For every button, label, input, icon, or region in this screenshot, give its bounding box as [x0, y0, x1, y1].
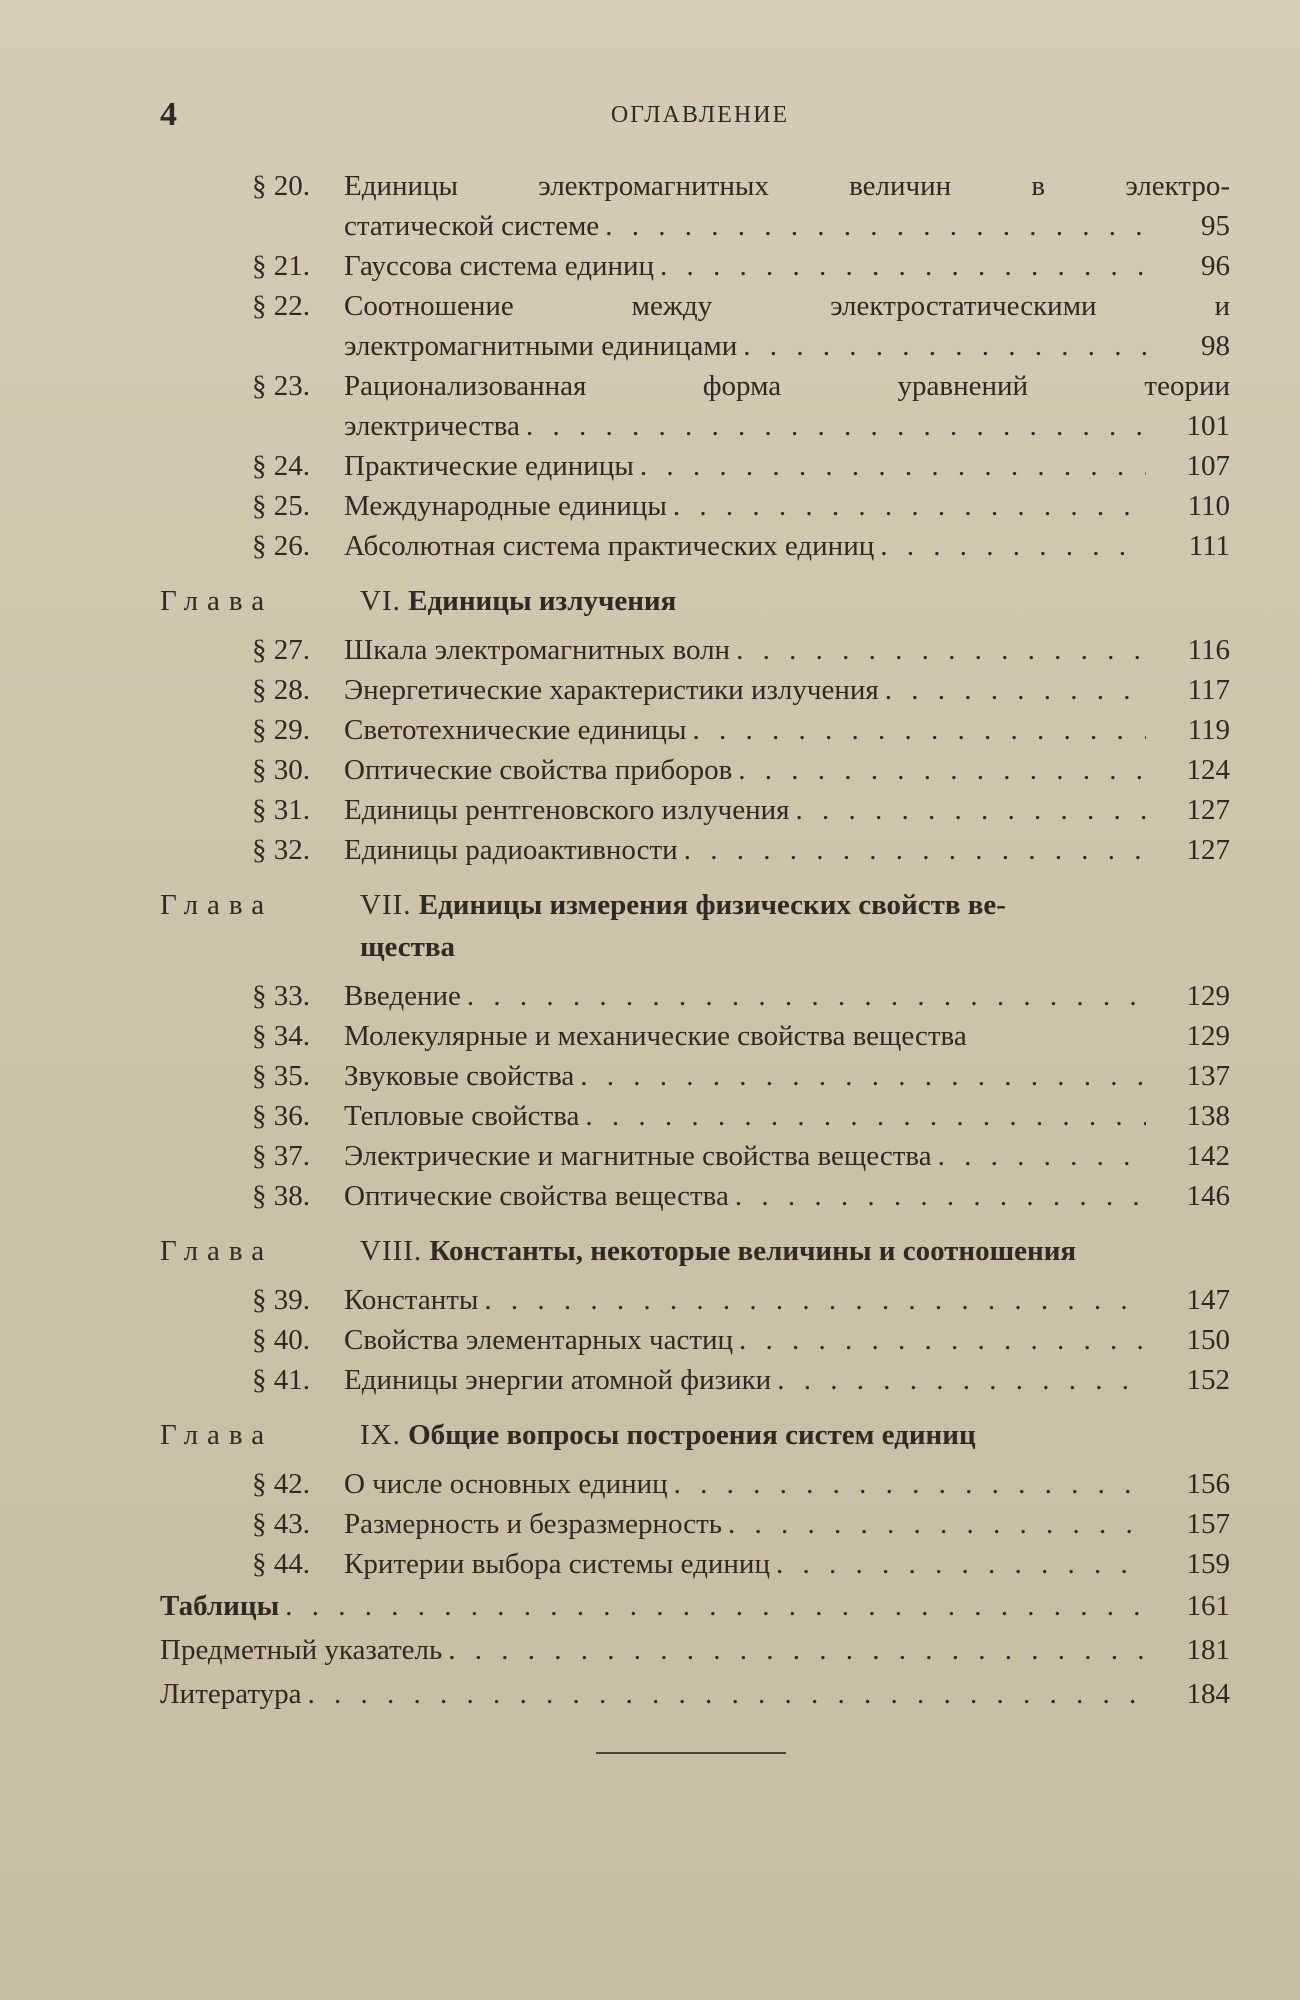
- running-title: ОГЛАВЛЕНИЕ: [610, 102, 790, 128]
- section-title-last-line: [344, 830, 1230, 870]
- section-title: [344, 1320, 1230, 1360]
- section-title-text: Константы: [344, 1284, 479, 1316]
- section-title-text: Оптические свойства вещества: [344, 1180, 729, 1212]
- section-number: § 29.: [252, 714, 310, 746]
- section-number: § 26.: [252, 530, 310, 562]
- section-title: [344, 1096, 1230, 1136]
- toc-entry: [160, 976, 1230, 1016]
- page-ref: 119: [1187, 714, 1230, 746]
- chapter-title: [360, 1230, 1230, 1272]
- chapter-heading: [160, 1230, 1230, 1272]
- section-title-last-line: [344, 446, 1230, 486]
- page-ref: 156: [1186, 1468, 1230, 1500]
- page-ref: 111: [1188, 530, 1230, 562]
- section-title: [344, 710, 1230, 750]
- page-ref: 124: [1186, 754, 1230, 786]
- chapter-label: Глава: [160, 1235, 274, 1267]
- section-title-last-line: [344, 326, 1230, 366]
- section-title-line: Единицы электромагнитных величин в электро-: [344, 170, 1230, 202]
- section-title: [344, 1176, 1230, 1216]
- chapter-numeral: VI.: [360, 585, 401, 617]
- section-title-last-line: [344, 406, 1230, 446]
- page-ref: 116: [1187, 634, 1230, 666]
- chapter-numeral: VIII.: [360, 1235, 423, 1267]
- page-ref: 129: [1186, 980, 1230, 1012]
- section-title: [344, 286, 1230, 366]
- section-title-last-line: [344, 976, 1230, 1016]
- section-title-text: Гауссова система единиц: [344, 250, 655, 282]
- toc-entry: [160, 246, 1230, 286]
- section-title: [344, 526, 1230, 566]
- section-title-text: Единицы радиоактивности: [344, 834, 678, 866]
- toc-entry: [160, 1280, 1230, 1320]
- toc-entry: [160, 1464, 1230, 1504]
- page-ref: 181: [1186, 1634, 1230, 1666]
- dot-leader: [448, 1628, 1146, 1672]
- section-title-text: Электрические и магнитные свойства вещества: [344, 1140, 932, 1172]
- toc-entry: [160, 1504, 1230, 1544]
- page-ref: 159: [1186, 1548, 1230, 1580]
- section-title-text: Свойства элементарных частиц: [344, 1324, 734, 1356]
- page-ref: 117: [1187, 674, 1230, 706]
- page-ref: 137: [1186, 1060, 1230, 1092]
- section-title-last-line: [344, 1136, 1230, 1176]
- toc-entry: [160, 1176, 1230, 1216]
- section-title-last-line: [344, 630, 1230, 670]
- section-title: [344, 1016, 1230, 1056]
- section-title-text: Оптические свойства приборов: [344, 754, 733, 786]
- section-title-text: Светотехнические единицы: [344, 714, 687, 746]
- dot-leader: [885, 670, 1146, 710]
- section-title-text: Единицы энергии атомной физики: [344, 1364, 772, 1396]
- dot-leader: [484, 1280, 1146, 1320]
- page-ref: 147: [1186, 1284, 1230, 1316]
- page-ref: 96: [1201, 250, 1230, 282]
- toc-entry: [160, 790, 1230, 830]
- page-ref: 101: [1186, 410, 1230, 442]
- page-ref: 127: [1186, 834, 1230, 866]
- page-ref: 146: [1186, 1180, 1230, 1212]
- section-title: [344, 446, 1230, 486]
- back-matter-title: Таблицы: [160, 1590, 280, 1622]
- section-number: § 40.: [252, 1324, 310, 1356]
- section-title-last-line: [344, 1544, 1230, 1584]
- dot-leader: [526, 406, 1146, 446]
- toc-entry: [160, 166, 1230, 246]
- section-title-last-line: [344, 486, 1230, 526]
- chapter-title: [360, 580, 1230, 622]
- section-title-last-line: [344, 1504, 1230, 1544]
- dot-leader: [285, 1584, 1146, 1628]
- section-number: § 37.: [252, 1140, 310, 1172]
- chapter-title-continuation: щества: [360, 931, 455, 963]
- toc-entry: [160, 1360, 1230, 1400]
- section-title-text: Шкала электромагнитных волн: [344, 634, 731, 666]
- chapter-title-text: Общие вопросы построения систем единиц: [408, 1419, 976, 1451]
- dot-leader: [605, 206, 1146, 246]
- dot-leader: [308, 1672, 1146, 1716]
- toc-entry: [160, 526, 1230, 566]
- toc-entry: [160, 710, 1230, 750]
- dot-leader: [795, 790, 1146, 830]
- section-title: [344, 830, 1230, 870]
- section-number: § 25.: [252, 490, 310, 522]
- section-title: [344, 486, 1230, 526]
- section-title: [344, 630, 1230, 670]
- section-title: [344, 1056, 1230, 1096]
- section-number: § 44.: [252, 1548, 310, 1580]
- section-title-text: Единицы рентгеновского излучения: [344, 794, 790, 826]
- page-ref: 98: [1201, 330, 1230, 362]
- section-title: [344, 1464, 1230, 1504]
- section-number: § 22.: [252, 290, 310, 322]
- section-title: [344, 366, 1230, 446]
- page-ref: 150: [1186, 1324, 1230, 1356]
- section-title: [344, 1544, 1230, 1584]
- section-title: [344, 1136, 1230, 1176]
- dot-leader: [467, 976, 1146, 1016]
- toc-entry: [160, 670, 1230, 710]
- section-number: § 35.: [252, 1060, 310, 1092]
- dot-leader: [880, 526, 1146, 566]
- chapter-label: Глава: [160, 585, 274, 617]
- chapter-heading: [160, 580, 1230, 622]
- chapter-numeral: VII.: [360, 889, 412, 921]
- page-ref: 161: [1186, 1590, 1230, 1622]
- toc-entry: [160, 286, 1230, 366]
- section-title-last-line: [344, 1320, 1230, 1360]
- section-number: § 36.: [252, 1100, 310, 1132]
- section-title: [344, 670, 1230, 710]
- section-title-last-line: [344, 1464, 1230, 1504]
- chapter-heading: [160, 1414, 1230, 1456]
- section-title: [344, 246, 1230, 286]
- dot-leader: [580, 1056, 1146, 1096]
- section-title-last-line: [344, 670, 1230, 710]
- chapter-title: [360, 1414, 1230, 1456]
- toc-entry: [160, 1016, 1230, 1056]
- section-title-last-line: [344, 1280, 1230, 1320]
- section-title-text: О числе основных единиц: [344, 1468, 668, 1500]
- section-number: § 42.: [252, 1468, 310, 1500]
- section-title: [344, 1504, 1230, 1544]
- toc-entry: [160, 1320, 1230, 1360]
- toc-entry: [160, 486, 1230, 526]
- page-number: 4: [160, 96, 177, 133]
- section-title-last-line: [344, 526, 1230, 566]
- dot-leader: [736, 630, 1146, 670]
- section-number: § 23.: [252, 370, 310, 402]
- toc-entry: [160, 1096, 1230, 1136]
- page-ref: 157: [1186, 1508, 1230, 1540]
- section-title: [344, 750, 1230, 790]
- chapter-label: Глава: [160, 1419, 274, 1451]
- page-ref: 110: [1187, 490, 1230, 522]
- chapter-heading: [160, 884, 1230, 968]
- section-title-last-line: [344, 790, 1230, 830]
- section-title: [344, 790, 1230, 830]
- dot-leader: [738, 750, 1146, 790]
- section-title-text: Тепловые свойства: [344, 1100, 580, 1132]
- section-title-text: статической системе: [344, 210, 600, 242]
- section-number: § 34.: [252, 1020, 310, 1052]
- section-title-last-line: [344, 710, 1230, 750]
- dot-leader: [684, 830, 1146, 870]
- page-ref: 127: [1186, 794, 1230, 826]
- section-title-text: Международные единицы: [344, 490, 667, 522]
- section-number: § 43.: [252, 1508, 310, 1540]
- chapter-title-text: Единицы измерения физических свойств ве-: [418, 889, 1006, 921]
- dot-leader: [660, 246, 1146, 286]
- section-number: § 21.: [252, 250, 310, 282]
- page-ref: 129: [1186, 1020, 1230, 1052]
- toc-entry: [160, 366, 1230, 446]
- dot-leader: [739, 1320, 1146, 1360]
- section-title-last-line: [344, 206, 1230, 246]
- section-title-text: Критерии выбора системы единиц: [344, 1548, 770, 1580]
- section-number: § 32.: [252, 834, 310, 866]
- section-title-last-line: [344, 1016, 1230, 1056]
- section-number: § 28.: [252, 674, 310, 706]
- section-number: § 33.: [252, 980, 310, 1012]
- dot-leader: [692, 710, 1146, 750]
- chapter-title-text: Константы, некоторые величины и соотношения: [429, 1235, 1077, 1267]
- toc-entry: [160, 1544, 1230, 1584]
- toc-entry: [160, 1056, 1230, 1096]
- section-title-last-line: [344, 750, 1230, 790]
- toc-entry: [160, 750, 1230, 790]
- page-ref: 138: [1186, 1100, 1230, 1132]
- back-matter-entry: [160, 1584, 1230, 1628]
- section-title-text: Практические единицы: [344, 450, 634, 482]
- section-title-line: Рационализованная форма уравнений теории: [344, 370, 1230, 402]
- dot-leader: [938, 1136, 1146, 1176]
- toc-entry: [160, 630, 1230, 670]
- dot-leader: [640, 446, 1146, 486]
- end-rule: [596, 1752, 786, 1754]
- section-title-text: электричества: [344, 410, 520, 442]
- section-title-last-line: [344, 1360, 1230, 1400]
- section-title-text: Абсолютная система практических единиц: [344, 530, 875, 562]
- section-title-last-line: [344, 1096, 1230, 1136]
- page-ref: 184: [1186, 1678, 1230, 1710]
- toc-entry: [160, 1136, 1230, 1176]
- dot-leader: [674, 1464, 1146, 1504]
- chapter-title: [360, 884, 1230, 968]
- chapter-label: Глава: [160, 889, 274, 921]
- section-title-text: Энергетические характеристики излучения: [344, 674, 879, 706]
- chapter-title-text: Единицы излучения: [408, 585, 677, 617]
- page-ref: 95: [1201, 210, 1230, 242]
- dot-leader: [673, 486, 1146, 526]
- section-title-text: Размерность и безразмерность: [344, 1508, 723, 1540]
- section-number: § 20.: [252, 170, 310, 202]
- section-number: § 27.: [252, 634, 310, 666]
- section-title-text: Звуковые свойства: [344, 1060, 575, 1092]
- section-number: § 30.: [252, 754, 310, 786]
- section-number: § 41.: [252, 1364, 310, 1396]
- chapter-numeral: IX.: [360, 1419, 401, 1451]
- toc-entry: [160, 830, 1230, 870]
- section-number: § 38.: [252, 1180, 310, 1212]
- section-title: [344, 166, 1230, 246]
- section-title: [344, 1280, 1230, 1320]
- toc-entry: [160, 446, 1230, 486]
- dot-leader: [735, 1176, 1146, 1216]
- back-matter-entry: [160, 1628, 1230, 1672]
- section-title: [344, 976, 1230, 1016]
- dot-leader: [585, 1096, 1146, 1136]
- page-ref: 152: [1186, 1364, 1230, 1396]
- section-title-text: Введение: [344, 980, 461, 1012]
- dot-leader: [777, 1360, 1146, 1400]
- section-number: § 24.: [252, 450, 310, 482]
- back-matter-entry: [160, 1672, 1230, 1716]
- section-title-last-line: [344, 246, 1230, 286]
- section-title-last-line: [344, 1176, 1230, 1216]
- page-ref: 107: [1186, 450, 1230, 482]
- section-number: § 31.: [252, 794, 310, 826]
- section-title-line: Соотношение между электростатическими и: [344, 290, 1230, 322]
- back-matter-title: Литература: [160, 1678, 302, 1710]
- section-title: [344, 1360, 1230, 1400]
- dot-leader: [743, 326, 1146, 366]
- section-title-text: электромагнитными единицами: [344, 330, 738, 362]
- dot-leader: [776, 1544, 1146, 1584]
- section-title-last-line: [344, 1056, 1230, 1096]
- page-ref: 142: [1186, 1140, 1230, 1172]
- dot-leader: [728, 1504, 1146, 1544]
- section-number: § 39.: [252, 1284, 310, 1316]
- page-header: [160, 96, 1240, 144]
- back-matter-title: Предметный указатель: [160, 1634, 443, 1666]
- section-title-text: Молекулярные и механические свойства вещества: [344, 1020, 967, 1052]
- table-of-contents: [160, 166, 1230, 1716]
